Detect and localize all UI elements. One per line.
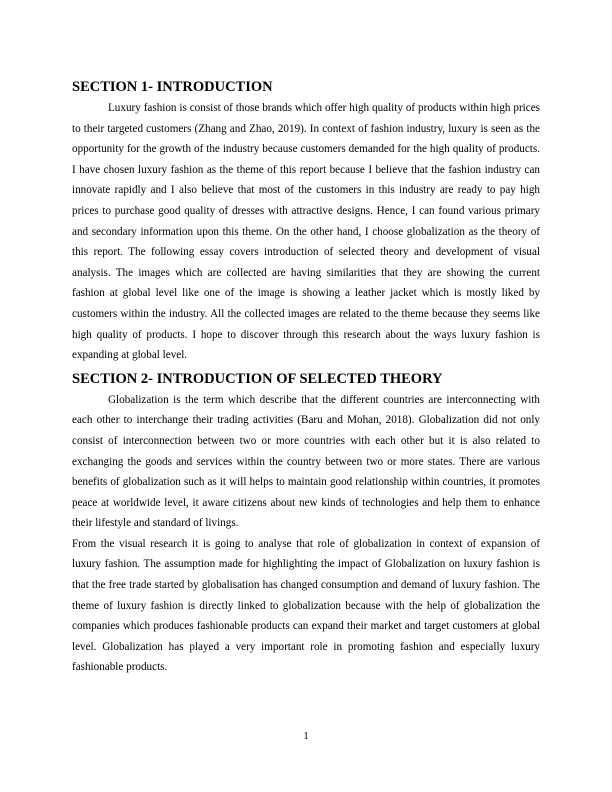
section-2-paragraph-1: Globalization is the term which describe that the different countries are interconnecting with each other to interchange their trading activities (Baru and Mohan, 2018). Globalization did not only consist of interconnection between two or more countries with each other but it is also related to exchanging the goods and services within the country between two or more states. There are various benefits of globalization such as it will helps to maintain good relationship within countries, it promotes peace at worldwide level, it aware citizens about new kinds of technologies and help them to enhance their lifestyle and standard of livings.	[72, 393, 540, 530]
section-1-heading: SECTION 1- INTRODUCTION	[72, 79, 273, 95]
section-2-paragraph-2: From the visual research it is going to analyse that role of globalization in context of expansion of luxury fashion. The assumption made for highlighting the impact of Globalization on luxury fashion is that the free trade started by globalisation has changed consumption and demand of luxury fashion. The theme of luxury fashion is directly linked to globalization because with the help of globalization the companies which produces fashionable products can expand their market and target customers at global level. Globalization has played a very important role in promoting fashion and especially luxury fashionable products.	[72, 537, 540, 674]
section-1-paragraph-1: Luxury fashion is consist of those brands which offer high quality of products within high prices to their targeted customers (Zhang and Zhao, 2019). In context of fashion industry, luxury is seen as the opportunity for the growth of the industry because customers demanded for the high quality of products. I have chosen luxury fashion as the theme of this report because I believe that the fashion industry can innovate rapidly and I also believe that most of the customers in this industry are ready to pay high prices to purchase good quality of dresses with attractive designs. Hence, I can found various primary and secondary information upon this theme. On the other hand, I choose globalization as the theory of this report. The following essay covers introduction of selected theory and development of visual analysis. The images which are collected are having similarities that they are showing the current fashion at global level like one of the image is showing a leather jacket which is mostly liked by customers within the industry. All the collected images are related to the theme because they seems like high quality of products. I hope to discover through this research about the ways luxury fashion is expanding at global level.	[72, 102, 540, 362]
section-2-heading: SECTION 2- INTRODUCTION OF SELECTED THEORY	[72, 370, 443, 387]
page-number: 1	[303, 730, 309, 742]
page-content	[72, 78, 540, 678]
